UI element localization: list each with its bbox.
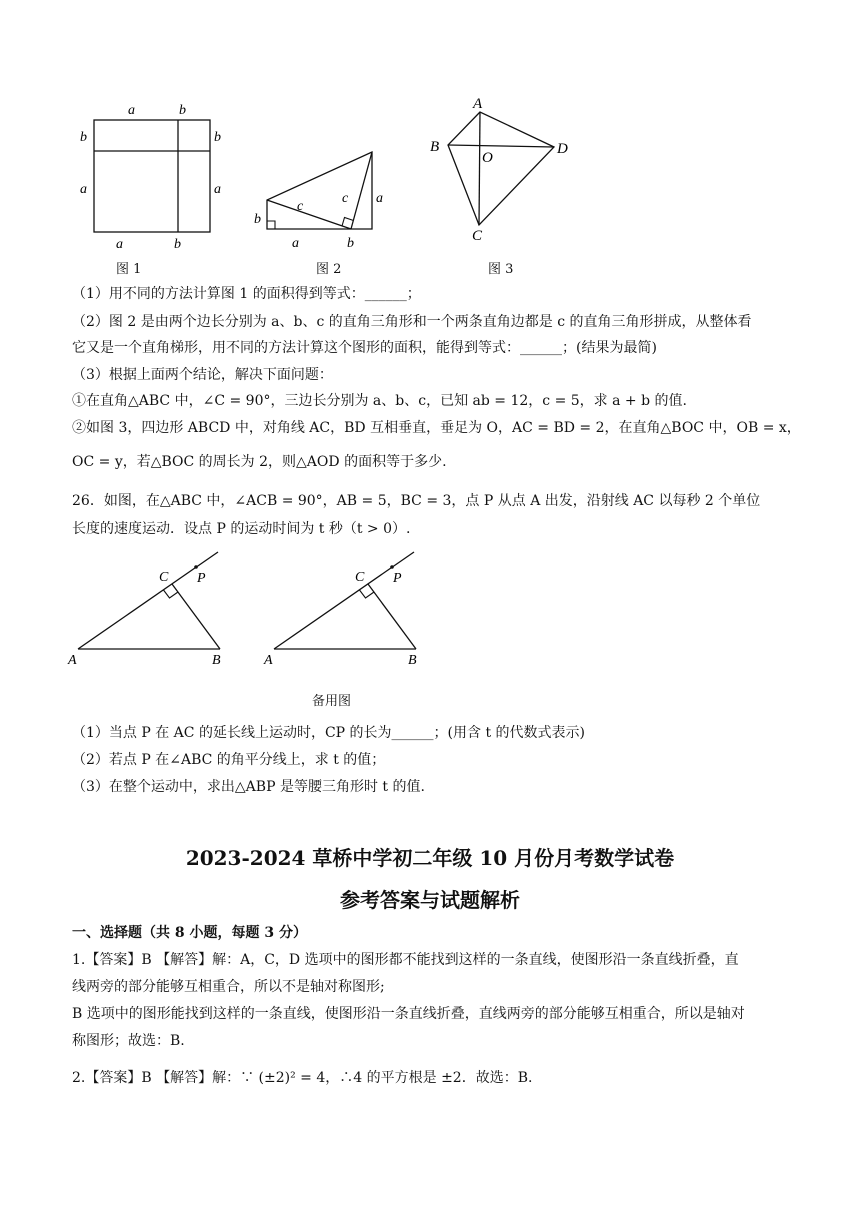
q26-part3: （3）在整个运动中，求出△ABP 是等腰三角形时 t 的值. xyxy=(72,779,425,795)
fig1-label-right-a: a xyxy=(214,182,221,197)
q26-part1: （1）当点 P 在 AC 的延长线上运动时，CP 的长为______；(用含 t 的代数式表示) xyxy=(72,725,585,741)
figure-2-trapezoid-diagram xyxy=(250,140,400,256)
answer-1-line4: 称图形；故选：B. xyxy=(72,1033,185,1049)
fig2-label-c-lower: c xyxy=(297,199,304,214)
q26-label-B: B xyxy=(212,653,221,668)
fig2-label-a-right: a xyxy=(376,191,383,206)
q25-part3-sub2-line2: OC = y，若△BOC 的周长为 2，则△AOD 的面积等于多少. xyxy=(72,454,447,470)
figure-3-caption: 图 3 xyxy=(488,262,514,277)
figure-2-caption: 图 2 xyxy=(316,262,342,277)
q25-part3: （3）根据上面两个结论，解决下面问题： xyxy=(72,367,333,383)
q26-stem-line1: 26．如图，在△ABC 中，∠ACB = 90°，AB = 5，BC = 3，点 P 从点 A 出发，沿射线 AC 以每秒 2 个单位 xyxy=(72,493,761,509)
figure-1-square-diagram xyxy=(72,96,232,256)
fig1-label-top-a: a xyxy=(128,103,135,118)
figure-1-caption: 图 1 xyxy=(116,262,142,277)
q25-part1: （1）用不同的方法计算图 1 的面积得到等式：______； xyxy=(72,286,421,302)
q26-triangle-diagram xyxy=(62,544,242,674)
q26-part2: （2）若点 P 在∠ABC 的角平分线上，求 t 的值； xyxy=(72,752,386,768)
figure-3-quadrilateral-diagram xyxy=(420,92,580,252)
q26-spare-label-B: B xyxy=(408,653,417,668)
fig2-label-a-bottom: a xyxy=(292,236,299,251)
q26-spare-triangle-diagram xyxy=(258,544,438,674)
q26-label-A: A xyxy=(68,653,77,668)
answer-1-line2: 线两旁的部分能够互相重合，所以不是轴对称图形; xyxy=(72,979,385,995)
fig3-label-C: C xyxy=(472,228,483,244)
fig1-label-top-b: b xyxy=(179,103,186,118)
q26-stem-line2: 长度的速度运动．设点 P 的运动时间为 t 秒（t > 0）. xyxy=(72,521,411,537)
fig3-label-O: O xyxy=(482,150,493,166)
fig2-label-b-bottom: b xyxy=(347,236,354,251)
fig3-label-B: B xyxy=(430,139,440,155)
section-1-heading: 一、选择题（共 8 小题，每题 3 分） xyxy=(72,925,307,941)
q26-spare-label-P: P xyxy=(393,571,402,586)
answer-title: 2023-2024 草桥中学初二年级 10 月份月考数学试卷 xyxy=(185,846,675,870)
q26-label-C: C xyxy=(159,570,169,585)
fig1-label-left-b: b xyxy=(80,130,87,145)
q26-label-P: P xyxy=(197,571,206,586)
answer-2-line1: 2.【答案】B 【解答】解：∵ (±2)² = 4，∴4 的平方根是 ±2．故选：B. xyxy=(72,1070,533,1086)
q26-spare-label-A: A xyxy=(264,653,273,668)
fig2-label-c-upper: c xyxy=(342,191,349,206)
fig1-label-right-b: b xyxy=(214,130,221,145)
q26-spare-figure-caption: 备用图 xyxy=(312,694,352,709)
fig3-label-D: D xyxy=(557,141,568,157)
fig2-label-b-left: b xyxy=(254,212,261,227)
fig3-label-A: A xyxy=(473,96,483,112)
answer-1-line3: B 选项中的图形能找到这样的一条直线，使图形沿一条直线折叠，直线两旁的部分能够互相重合，所以是轴对 xyxy=(72,1006,745,1022)
fig1-label-bottom-a: a xyxy=(116,237,123,252)
q25-part3-sub1: ①在直角△ABC 中，∠C = 90°，三边长分别为 a、b、c，已知 ab = 12，c = 5，求 a + b 的值. xyxy=(72,393,687,409)
answer-1-line1: 1.【答案】B 【解答】解：A，C，D 选项中的图形都不能找到这样的一条直线，使图形沿一条直线折叠，直 xyxy=(72,952,739,968)
q25-part3-sub2-line1: ②如图 3，四边形 ABCD 中，对角线 AC，BD 互相垂直，垂足为 O，AC = BD = 2，在直角△BOC 中，OB = x， xyxy=(72,420,801,436)
q25-part2-line1: （2）图 2 是由两个边长分别为 a、b、c 的直角三角形和一个两条直角边都是 c 的直角三角形拼成，从整体看 xyxy=(72,314,752,330)
fig1-label-left-a: a xyxy=(80,182,87,197)
answer-subtitle: 参考答案与试题解析 xyxy=(340,888,520,912)
q26-spare-label-C: C xyxy=(355,570,365,585)
fig1-label-bottom-b: b xyxy=(174,237,181,252)
q25-part2-line2: 它又是一个直角梯形，用不同的方法计算这个图形的面积，能得到等式：______；(结果为最简) xyxy=(72,340,657,356)
